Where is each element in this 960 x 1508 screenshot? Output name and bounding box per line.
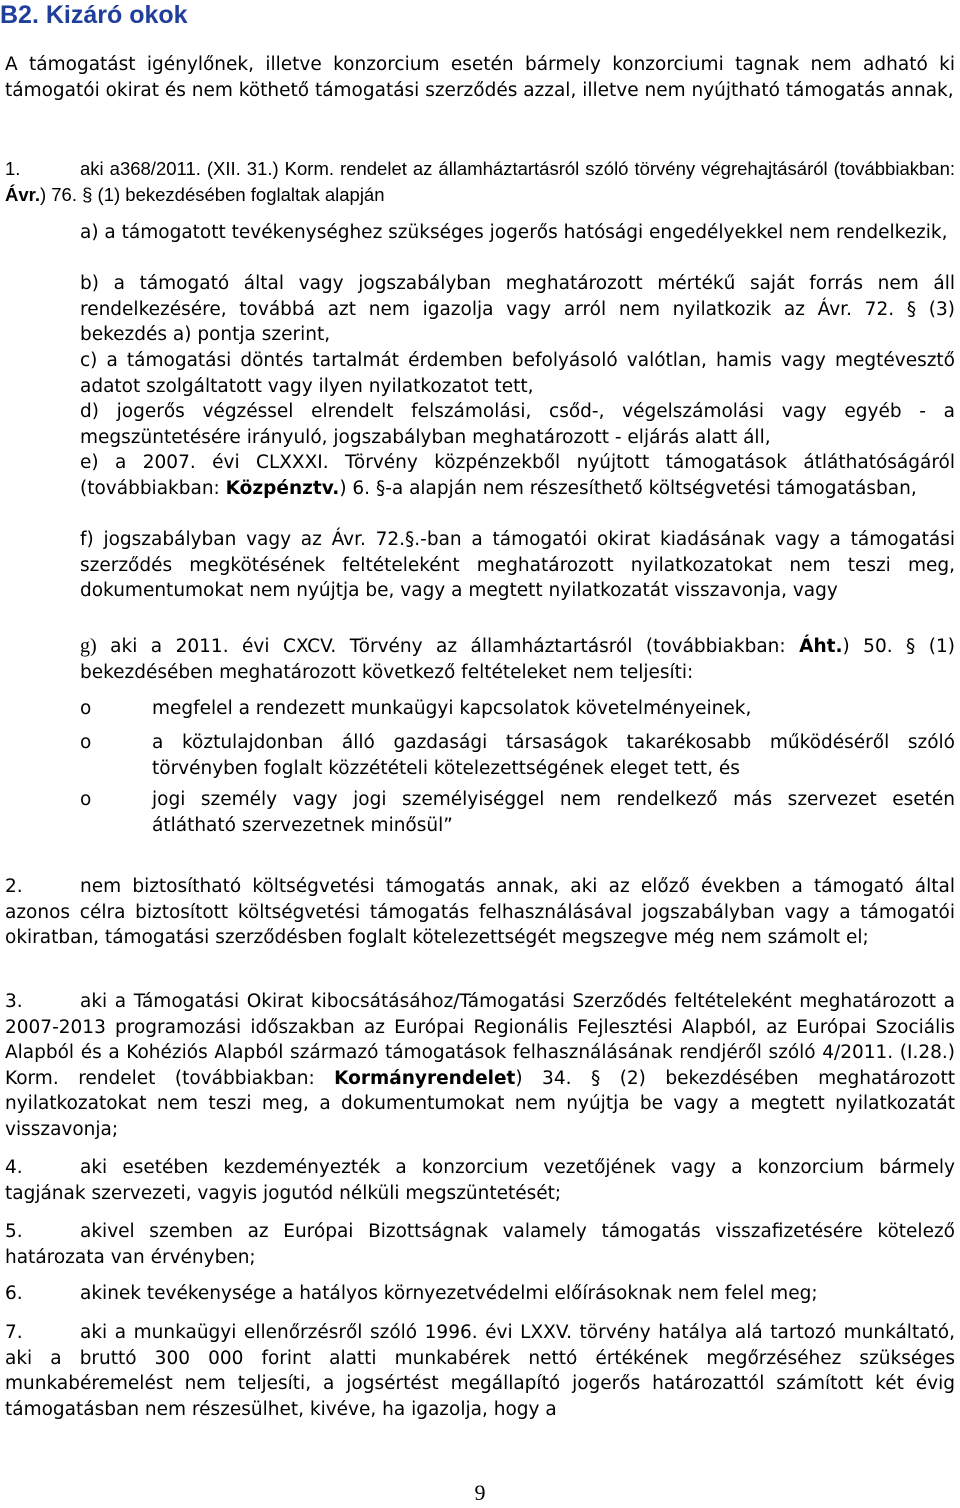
item-2-number: 2.	[5, 876, 23, 897]
item-3	[5, 989, 955, 1143]
item-2-text: nem biztosítható költségvetési támogatás annak, aki az előző években a támogató által azonos célra biztosított költségvetési támogatás felhasználásával jogszabályban vagy a támogatói okiratban, támogatási szerződésben foglalt kötelezettségét megszegve még nem számolt el;	[5, 876, 955, 949]
item-2	[5, 874, 955, 951]
bullet-item: megfelel a rendezett munkaügyi kapcsolatok követelményeinek,	[152, 698, 752, 719]
page-number: 9	[474, 1480, 486, 1505]
item-1-text-b: ) 76. § (1) bekezdésében foglaltak alapján	[39, 183, 385, 205]
item-6-number: 6.	[5, 1283, 23, 1304]
bullet-marker: o	[80, 789, 92, 810]
item-5-text: akivel szemben az Európai Bizottságnak valamely támogatás visszafizetésére kötelező határozata van érvényben;	[5, 1221, 955, 1268]
item-7-text: aki a munkaügyi ellenőrzésről szóló 1996. évi LXXV. törvény hatálya alá tartozó munkáltató, aki a bruttó 300 000 forint alatti munkabérek nettó értékének megőrzéséhez szükséges munkabéremelést nem teljesíti, a jogsértést megállapító jogerős határozattól számított két évig támogatásban nem részesülhet, kivéve, ha igazolja, hogy a	[5, 1322, 955, 1420]
sub-c: c) a támogatási döntés tartalmát érdemben befolyásoló valótlan, hamis vagy megtévesztő adatot szolgáltatott vagy ilyen nyilatkozatot tett,	[80, 350, 955, 397]
sub-d: d) jogerős végzéssel elrendelt felszámolási, csőd-, végelszámolási vagy egyéb - a megszüntetésére irányuló, jogszabályban meghatározott - eljárás alatt áll,	[80, 401, 955, 448]
sub-e-text-b: ) 6. §-a alapján nem részesíthető költségvetési támogatásban,	[339, 477, 917, 499]
sub-e-text-a: e) a 2007. évi CLXXXI. Törvény közpénzekből nyújtott támogatások átláthatóságáról (továbbiakban:	[80, 452, 955, 499]
sub-f: f) jogszabályban vagy az Ávr. 72.§.-ban a támogatói okirat kiadásának vagy a támogatási szerződés megkötésének feltételeként meghatározott nyilatkozatokat nem teszi meg, dokumentumokat nem nyújtja be, vagy a megtett nyilatkozatát visszavonja, vagy	[80, 529, 955, 602]
sub-e-bold: Közpénztv.	[225, 477, 340, 499]
bullet-item: a köztulajdonban álló gazdasági társaságok takarékosabb működéséről szóló törvényben foglalt közzétételi kötelezettségének eleget tett, és	[152, 732, 955, 779]
item-1-text-a: aki a368/2011. (XII. 31.) Korm. rendelet az államháztartásról szóló törvény végrehajtásáról (továbbiakban:	[80, 158, 955, 179]
item-5	[5, 1219, 955, 1270]
section-heading: B2. Kizáró okok	[0, 1, 188, 29]
item-6	[5, 1281, 955, 1307]
item-3-text-a: aki a Támogatási Okirat kibocsátásához/Támogatási Szerződés feltételeként meghatározott a 2007-2013 programozási időszakban az Európai Regionális Fejlesztési Alapból, az Európai Szociális Alapból és a Kohéziós Alapból származó támogatások felhasználásának rendjéről szóló 4/2011. (I.28.) Korm. rendelet (továbbiakban:	[5, 991, 955, 1089]
sub-b: b) a támogató által vagy jogszabályban meghatározott mértékű saját forrás nem áll rendelkezésére, továbbá azt nem igazolja vagy arról nem nyilatkozik az Ávr. 72. § (3) bekezdés a) pontja szerint,	[80, 273, 955, 346]
item-6-text: akinek tevékenysége a hatályos környezetvédelmi előírásoknak nem felel meg;	[80, 1283, 818, 1304]
item-4-text: aki esetében kezdeményezték a konzorcium vezetőjének vagy a konzorcium bármely tagjának szervezeti, vagyis jogutód nélküli megszüntetését;	[5, 1157, 955, 1204]
item-1	[5, 156, 955, 207]
sub-g-letter: g)	[80, 635, 97, 657]
bullet-marker: o	[80, 698, 92, 719]
sub-g-text-a: aki a 2011. évi CXCV. Törvény az államháztartásról (továbbiakban:	[96, 636, 800, 657]
item-5-number: 5.	[5, 1221, 23, 1242]
item-3-number: 3.	[5, 991, 23, 1012]
item-3-text-b: ) 34. § (2) bekezdésében meghatározott nyilatkozatokat nem teszi meg, a dokumentumokat nem nyújtja be vagy a megtett nyilatkozatát visszavonja;	[5, 1067, 955, 1140]
item-4-number: 4.	[5, 1157, 23, 1178]
item-1-number: 1.	[5, 158, 21, 179]
intro-paragraph: A támogatást igénylőnek, illetve konzorcium esetén bármely konzorciumi tagnak nem adható ki támogatói okirat és nem köthető támogatási szerződés azzal, illetve nem nyújtható támogatás annak,	[5, 54, 955, 101]
item-7	[5, 1320, 955, 1422]
item-3-bold: Kormányrendelet	[334, 1067, 516, 1089]
item-7-number: 7.	[5, 1322, 23, 1343]
sub-g-text-b: ) 50. § (1) bekezdésében meghatározott következő feltételeket nem teljesíti:	[80, 636, 955, 683]
sub-a: a) a támogatott tevékenységhez szükséges jogerős hatósági engedélyekkel nem rendelkezik,	[80, 222, 948, 243]
item-1-avr-bold: Ávr.	[5, 183, 40, 205]
item-4	[5, 1155, 955, 1206]
sub-e	[80, 450, 955, 501]
bullet-item: jogi személy vagy jogi személyiséggel nem rendelkező más szervezet esetén átlátható szervezetnek minősül”	[152, 789, 955, 836]
bullet-marker: o	[80, 732, 92, 753]
sub-g-bold: Áht.	[799, 636, 843, 657]
sub-g	[80, 634, 955, 685]
